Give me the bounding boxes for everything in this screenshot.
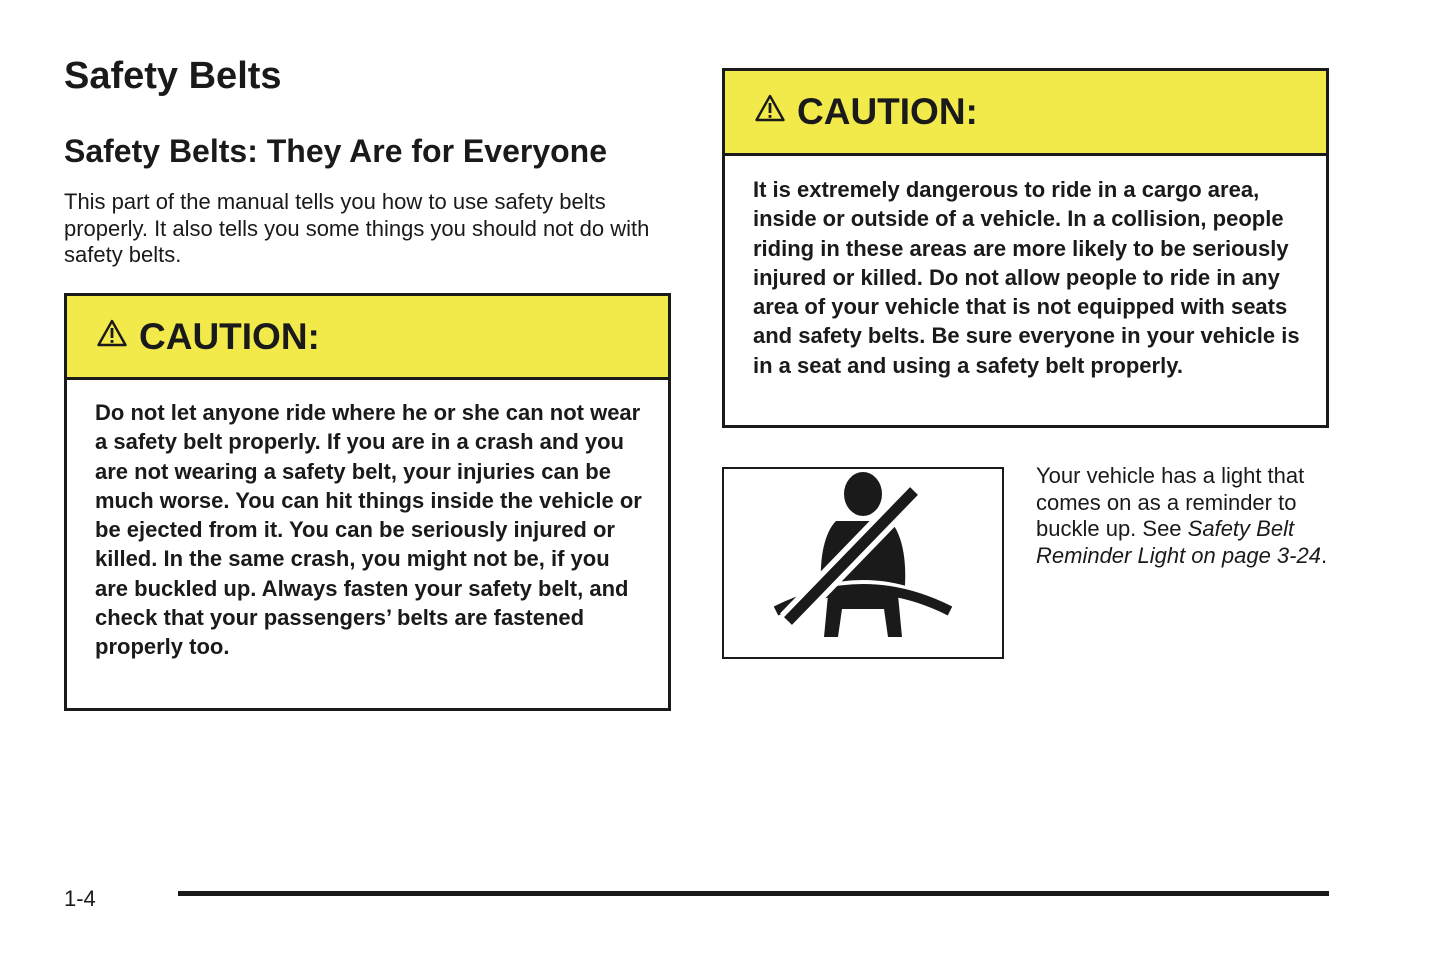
caution-header (67, 296, 668, 380)
warning-triangle-icon (97, 319, 127, 347)
reminder-text: Your vehicle has a light that comes on as a reminder to buckle up. See (1036, 463, 1305, 541)
cross-reference-link[interactable]: Safety Belt Reminder Light on page 3-24 (1036, 516, 1321, 568)
reminder-text-suffix: . (1320, 542, 1328, 568)
caution-box-right (722, 68, 1329, 428)
intro-paragraph: This part of the manual tells you how to use safety belts properly. It also tells you some things you should not do with safety belts. (64, 189, 650, 267)
caution-label: CAUTION: (139, 315, 320, 357)
caution-text: Do not let anyone ride where he or she can not wear a safety belt properly. If you are in a crash and you are not wearing a safety belt, your injuries can be much worse. You can hit things inside the vehicle or be ejected from it. You can be seriously injured or killed. In the same crash, you might not be, if you are buckled up. Always fasten your safety belt, and check that your passengers’ belts are fastened properly too. (95, 400, 642, 660)
seat-belt-reminder-figure (722, 467, 1004, 659)
footer-rule (178, 891, 1329, 896)
seat-belt-reminder-icon (724, 469, 1002, 657)
caution-label: CAUTION: (797, 91, 978, 132)
page-title: Safety Belts (64, 55, 282, 97)
reminder-paragraph (1036, 463, 1336, 569)
warning-triangle-icon (755, 94, 785, 122)
caution-header (725, 71, 1326, 156)
caution-box-left (64, 293, 671, 711)
page-number: 1-4 (64, 886, 96, 911)
section-heading: Safety Belts: They Are for Everyone (64, 133, 607, 169)
caution-text: It is extremely dangerous to ride in a cargo area, inside or outside of a vehicle. In a collision, people riding in these areas are more likely to be seriously injured or killed. Do not allow people to ride in any area of your vehicle that is not equipped with seats and safety belts. Be sure everyone in your vehicle is in a seat and using a safety belt properly. (753, 177, 1300, 378)
